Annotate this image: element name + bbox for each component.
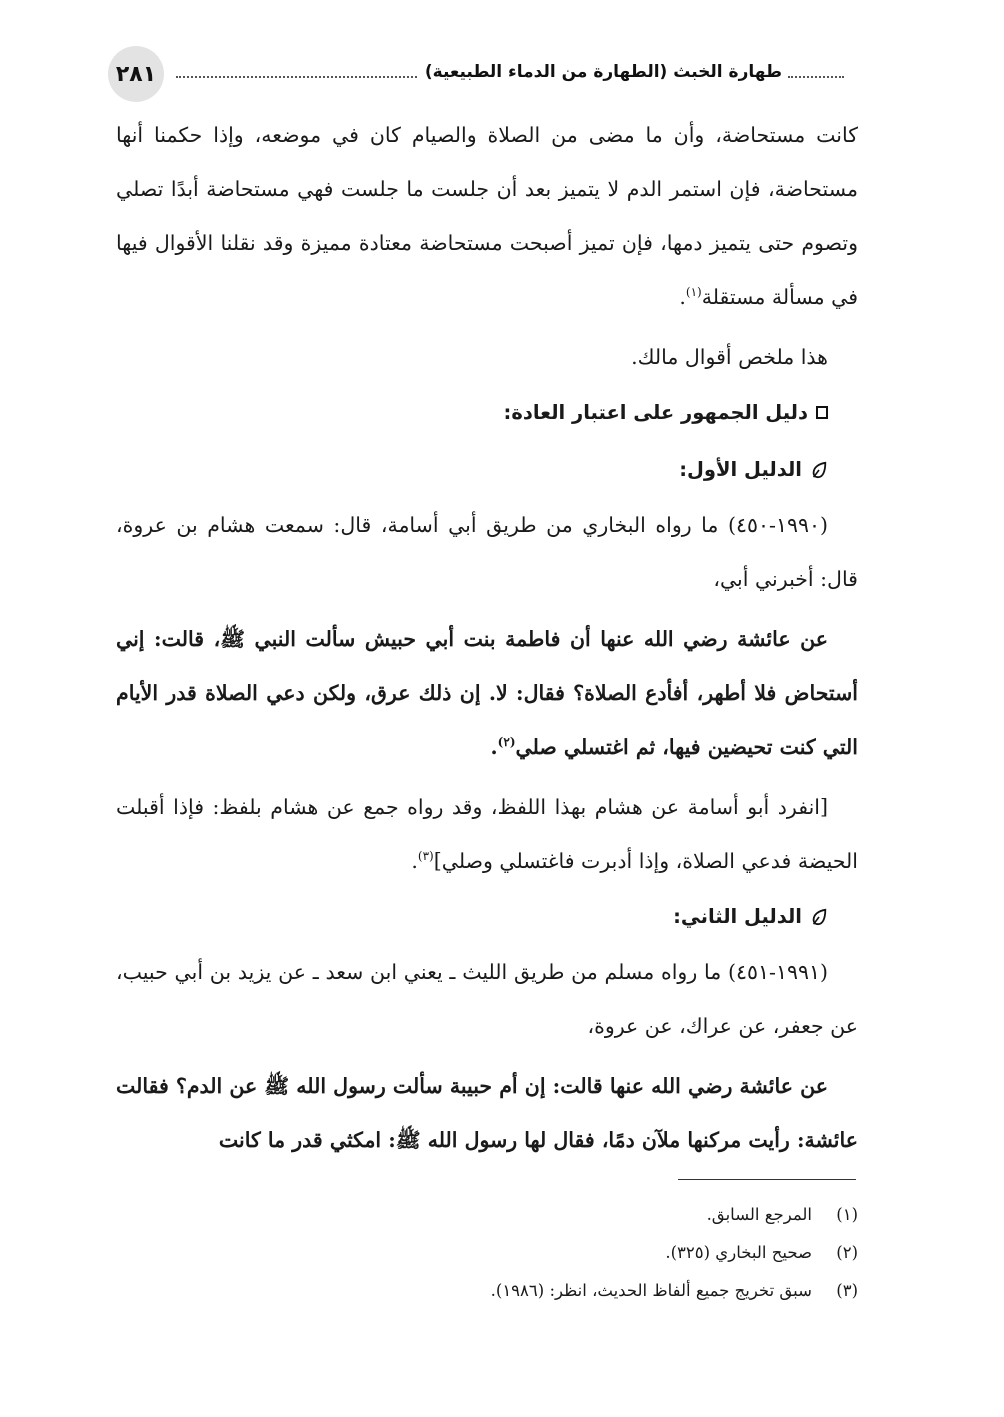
section-heading-text: دليل الجمهور على اعتبار العادة:	[503, 401, 808, 424]
section-heading-majority-evidence	[116, 384, 858, 441]
footnote-ref-2[interactable]: (٢)	[497, 735, 516, 750]
footnote-3-number: (٣)	[836, 1281, 858, 1300]
paragraph-note-end: .	[411, 849, 418, 873]
subheading-first-evidence	[116, 441, 858, 498]
footnote-1-number: (١)	[836, 1205, 858, 1224]
paragraph-1-end: .	[679, 285, 686, 309]
subheading-second-evidence-text: الدليل الثاني:	[673, 905, 802, 928]
footnote-ref-1[interactable]: (١)	[685, 285, 702, 300]
paragraph-aisha-hadith-2: عن عائشة رضي الله عنها قالت: إن أم حبيبة سألت رسول الله ﷺ عن الدم؟ فقالت عائشة: رأيت مركنها ملآن دمًا، فقال لها رسول الله ﷺ: امكثي قدر ما كانت	[116, 1074, 858, 1152]
paragraph-hadith-1991: (١٩٩١-٤٥١) ما رواه مسلم من طريق الليث ـ يعني ابن سعد ـ عن يزيد بن أبي حبيب، عن جعفر، عن عراك، عن عروة،	[116, 960, 858, 1038]
paragraph-note-abu-usama	[116, 780, 858, 888]
main-text	[116, 108, 858, 1167]
page-number	[108, 46, 164, 102]
paragraph-aisha-hadith-1	[116, 612, 858, 774]
paragraph-aisha-hadith-1-end: .	[490, 735, 498, 759]
footnote-3	[158, 1272, 858, 1310]
footnote-3-text: سبق تخريج جميع ألفاظ الحديث، انظر: (١٩٨٦).	[490, 1281, 812, 1300]
subheading-second-evidence	[116, 888, 858, 945]
running-header-title: طهارة الخبث (الطهارة من الدماء الطبيعية)	[424, 62, 782, 82]
footnote-2	[158, 1234, 858, 1272]
header-dots-left	[176, 75, 417, 78]
leaf-icon	[810, 461, 828, 479]
paragraph-hadith-1990: (١٩٩٠-٤٥٠) ما رواه البخاري من طريق أبي أسامة، قال: سمعت هشام بن عروة، قال: أخبرني أبي،	[116, 513, 858, 591]
square-bullet-icon	[816, 406, 828, 419]
paragraph-note-text: [انفرد أبو أسامة عن هشام بهذا اللفظ، وقد رواه جمع عن هشام بلفظ: فإذا أقبلت الحيضة فدعي الصلاة، وإذا أدبرت فاغتسلي وصلي]	[116, 795, 858, 873]
footnote-2-number: (٢)	[836, 1243, 858, 1262]
paragraph-1	[116, 108, 858, 324]
subheading-first-evidence-text: الدليل الأول:	[679, 458, 802, 481]
leaf-icon	[810, 908, 828, 926]
running-header	[176, 52, 844, 92]
footnote-2-text: صحيح البخاري (٣٢٥).	[665, 1243, 812, 1262]
footnote-ref-3[interactable]: (٣)	[417, 849, 434, 864]
paragraph-aisha-hadith-1-text: عن عائشة رضي الله عنها أن فاطمة بنت أبي حبيش سألت النبي ﷺ، قالت: إني أستحاض فلا أطهر، أفأدع الصلاة؟ فقال: لا. إن ذلك عرق، ولكن دعي الصلاة قدر الأيام التي كنت تحيضين فيها، ثم اغتسلي صلي	[116, 627, 858, 759]
paragraph-2: هذا ملخص أقوال مالك.	[631, 345, 828, 369]
page-number-text: ٢٨١	[115, 61, 157, 87]
paragraph-1-text: كانت مستحاضة، وأن ما مضى من الصلاة والصيام كان في موضعه، وإذا حكمنا أنها مستحاضة، فإن استمر الدم لا يتميز بعد أن جلست ما جلست فهي مستحاضة أبدًا تصلي وتصوم حتى يتميز دمها، فإن تميز أصبحت مستحاضة معتادة مميزة وقد نقلنا الأقوال فيها في مسألة مستقلة	[116, 123, 858, 309]
header-dots-right	[788, 75, 844, 78]
footnote-separator	[678, 1179, 856, 1180]
footnote-1-text: المرجع السابق.	[706, 1205, 812, 1224]
footnote-1	[158, 1196, 858, 1234]
footnotes	[158, 1196, 858, 1310]
